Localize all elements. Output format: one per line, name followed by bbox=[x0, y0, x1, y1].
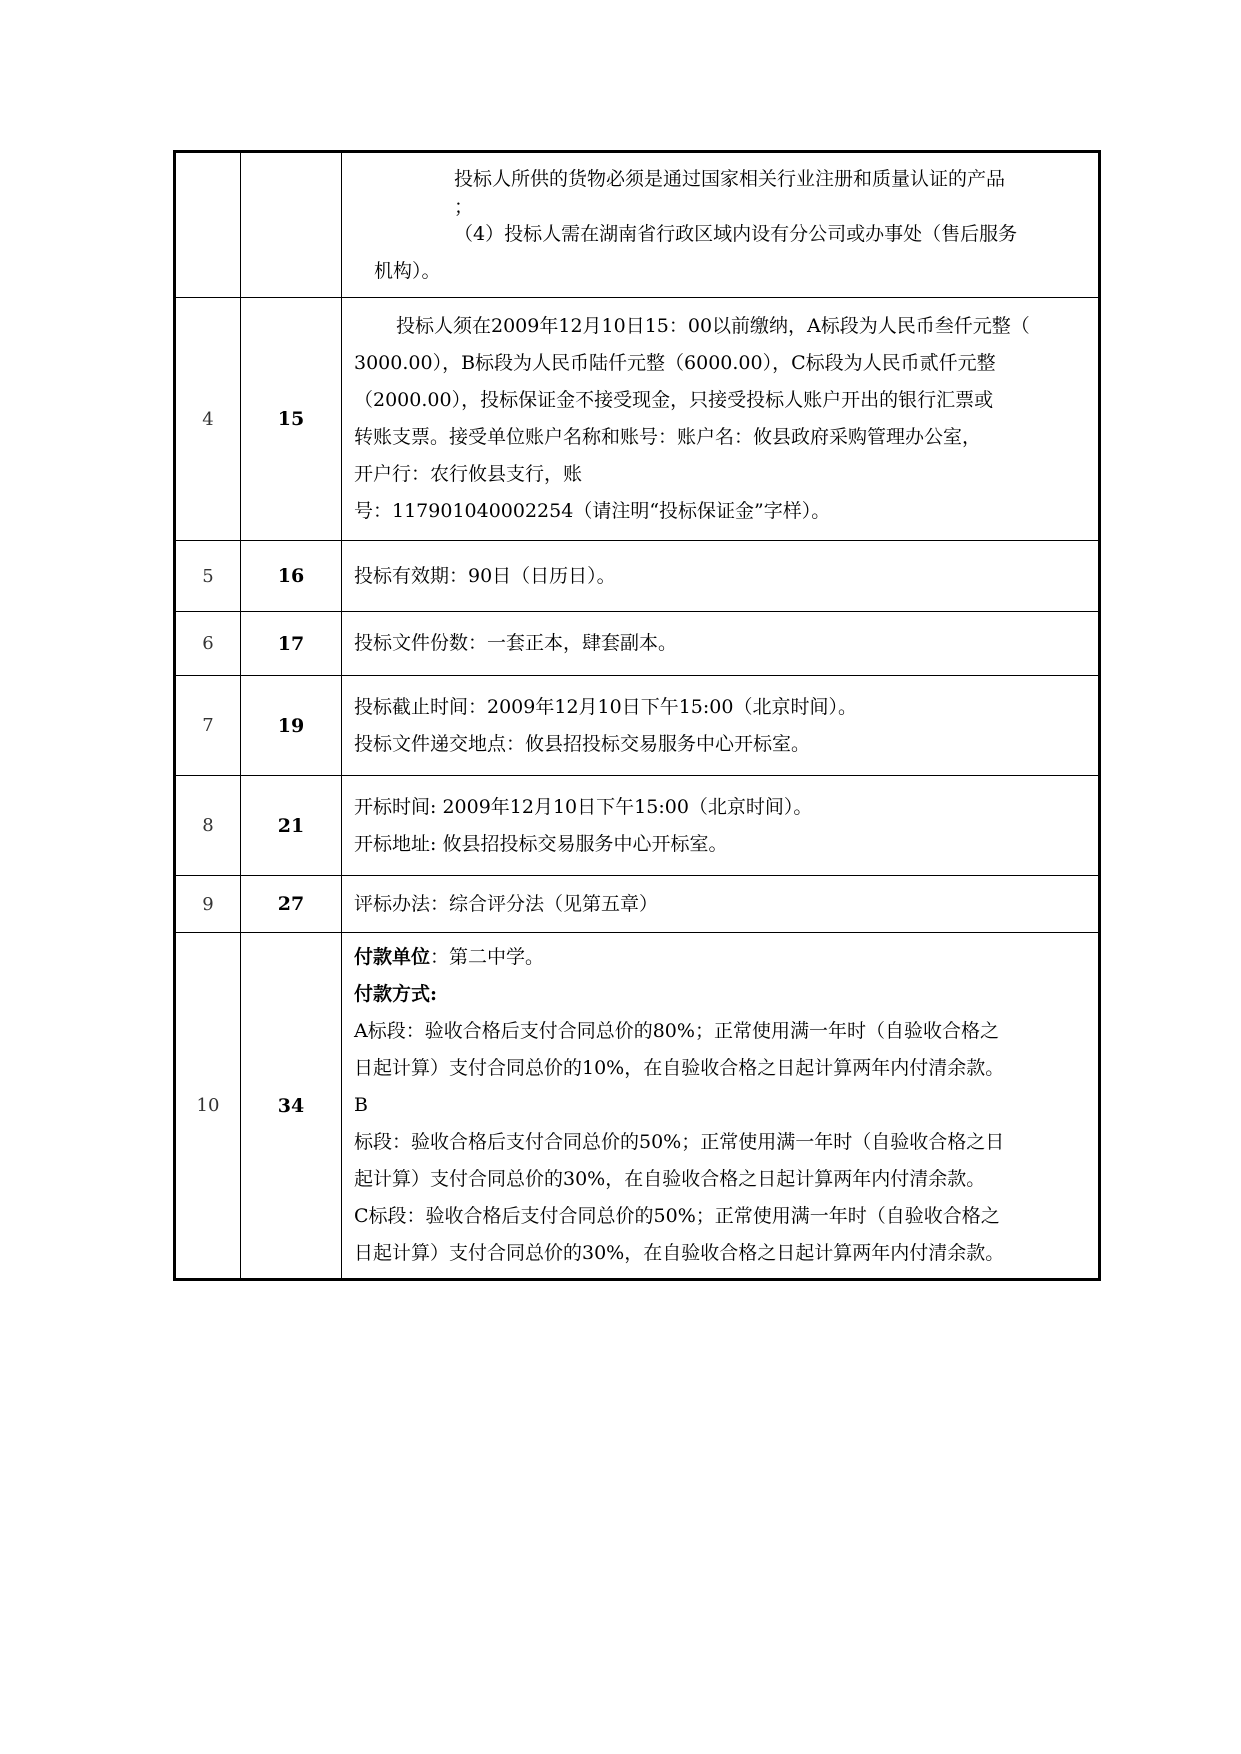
table-row bbox=[175, 933, 1100, 1280]
content-line: （4）投标人需在湖南省行政区域内设有分公司或办事处（售后服务 bbox=[454, 222, 1018, 245]
content-line: 投标文件递交地点：攸县招投标交易服务中心开标室。 bbox=[354, 732, 811, 755]
content-line: 投标有效期：90日（日历日）。 bbox=[354, 564, 616, 587]
payer-value: ：第二中学。 bbox=[430, 946, 545, 968]
content-line: 开户行：农行攸县支行，账 bbox=[354, 463, 583, 485]
clause-number: 15 bbox=[241, 298, 342, 541]
content-line: 投标人须在2009年12月10日15：00以前缴纳，A标段为人民币叁仟元整（ bbox=[396, 315, 1030, 337]
table-row bbox=[175, 876, 1100, 933]
content-line: ； bbox=[454, 195, 474, 218]
content-line: 投标截止时间：2009年12月10日下午15:00（北京时间）。 bbox=[354, 695, 857, 718]
content-line: B bbox=[354, 1094, 368, 1116]
content-line: 标段：验收合格后支付合同总价的50%；正常使用满一年时（自验收合格之日 bbox=[354, 1131, 1005, 1153]
clause-number: 19 bbox=[241, 676, 342, 776]
payer-label: 付款单位 bbox=[354, 946, 431, 968]
row-number: 5 bbox=[175, 541, 241, 612]
row-content bbox=[342, 541, 1100, 612]
content-line: 起计算）支付合同总价的30%，在自验收合格之日起计算两年内付清余款。 bbox=[354, 1168, 986, 1190]
content-line: 3000.00），B标段为人民币陆仟元整（6000.00），C标段为人民币贰仟元整 bbox=[354, 352, 996, 374]
content-line: A标段：验收合格后支付合同总价的80%；正常使用满一年时（自验收合格之 bbox=[354, 1020, 999, 1042]
row-number: 7 bbox=[175, 676, 241, 776]
row-content bbox=[342, 298, 1100, 541]
content-line: 日起计算）支付合同总价的10%，在自验收合格之日起计算两年内付清余款。 bbox=[354, 1057, 1005, 1079]
row-content bbox=[342, 612, 1100, 676]
row-content bbox=[342, 776, 1100, 876]
table-row bbox=[175, 152, 1100, 298]
content-line: 开标时间: 2009年12月10日下午15:00（北京时间）。 bbox=[354, 795, 813, 818]
clause-number: 34 bbox=[241, 933, 342, 1280]
payment-method-label: 付款方式: bbox=[354, 983, 438, 1005]
row-content bbox=[342, 152, 1100, 298]
row-content bbox=[342, 676, 1100, 776]
clause-number: 17 bbox=[241, 612, 342, 676]
content-line: 号：117901040002254（请注明“投标保证金”字样）。 bbox=[354, 500, 831, 522]
content-line: C标段：验收合格后支付合同总价的50%；正常使用满一年时（自验收合格之 bbox=[354, 1205, 1000, 1227]
clause-number: 27 bbox=[241, 876, 342, 933]
table-row bbox=[175, 776, 1100, 876]
content-line: （2000.00），投标保证金不接受现金，只接受投标人账户开出的银行汇票或 bbox=[354, 389, 994, 411]
content-line: 机构）。 bbox=[374, 259, 441, 282]
row-number: 9 bbox=[175, 876, 241, 933]
table-row bbox=[175, 541, 1100, 612]
clause-number bbox=[241, 152, 342, 298]
content-line: 投标人所供的货物必须是通过国家相关行业注册和质量认证的产品 bbox=[454, 167, 1006, 190]
requirements-table bbox=[173, 150, 1101, 1281]
table-row bbox=[175, 612, 1100, 676]
row-number bbox=[175, 152, 241, 298]
table-row bbox=[175, 298, 1100, 541]
row-number: 4 bbox=[175, 298, 241, 541]
row-number: 8 bbox=[175, 776, 241, 876]
content-line: 日起计算）支付合同总价的30%，在自验收合格之日起计算两年内付清余款。 bbox=[354, 1242, 1005, 1264]
content-line: 转账支票。接受单位账户名称和账号：账户名：攸县政府采购管理办公室， bbox=[354, 426, 982, 448]
payer-line bbox=[354, 939, 1084, 976]
row-number: 6 bbox=[175, 612, 241, 676]
row-number: 10 bbox=[175, 933, 241, 1280]
content-line: 评标办法：综合评分法（见第五章） bbox=[354, 892, 659, 915]
table-row bbox=[175, 676, 1100, 776]
content-line: 开标地址: 攸县招投标交易服务中心开标室。 bbox=[354, 832, 728, 855]
clause-number: 21 bbox=[241, 776, 342, 876]
row-content bbox=[342, 876, 1100, 933]
row-content bbox=[342, 933, 1100, 1280]
clause-number: 16 bbox=[241, 541, 342, 612]
content-line: 投标文件份数：一套正本，肆套副本。 bbox=[354, 632, 678, 654]
